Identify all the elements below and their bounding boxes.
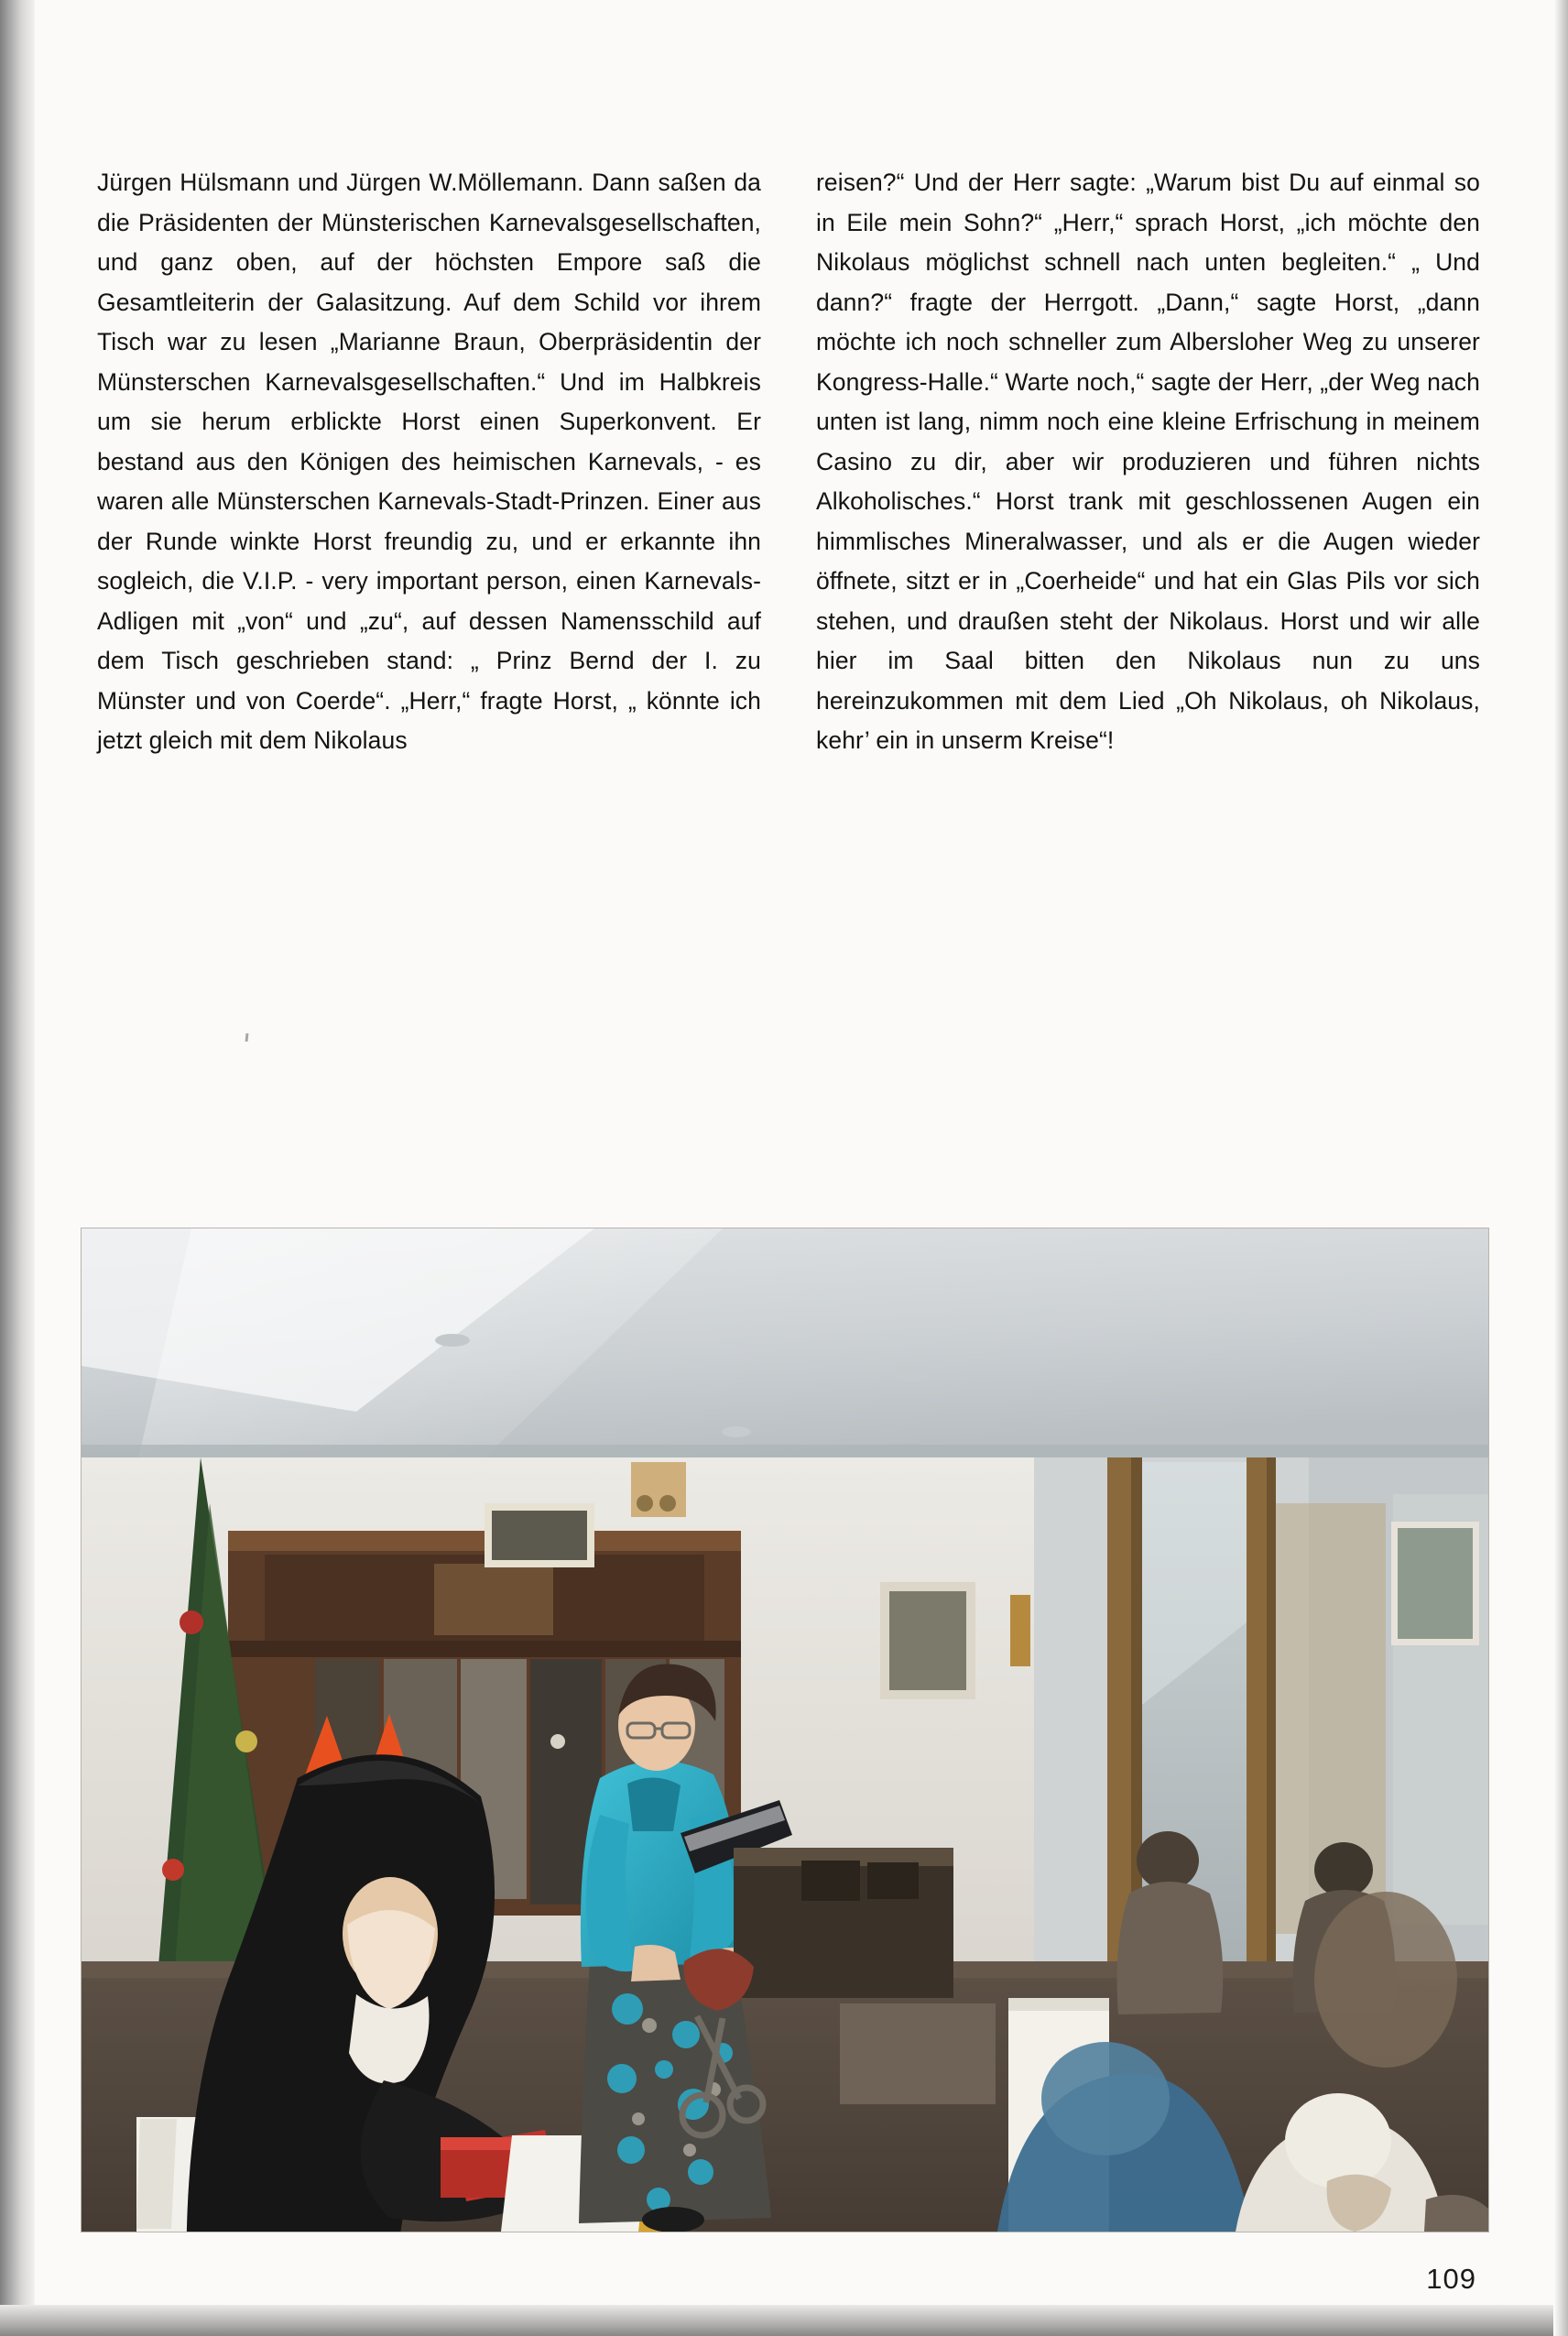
body-paragraph-right: reisen?“ Und der Herr sagte: „Warum bist Du auf einmal so in Eile mein Sohn?“ „Herr,“ sprach Horst, „ich möchte den Nikolaus möglichst schnell nach unten begleiten.“ „ Und dann?“ fragte der Herrgott. „Dann,“ sagte Horst, „dann möchte ich noch schneller zum Albersloher Weg zu unserer Kongress-Halle.“ Warte noch,“ sagte der Herr, „der Weg nach unten ist lang, nimm noch eine kleine Erfrischung in meinem Casino zu dir, aber wir produzieren und führen nichts Alkoholisches.“ Horst trank mit geschlossenen Augen ein himmlisches Mineralwasser, und als er die Augen wieder öffnete, sitzt er in „Coerheide“ und hat ein Glas Pils vor sich stehen, und draußen steht der Nikolaus. Horst und wir alle hier im Saal bitten den Nikolaus nun zu uns hereinzukommen mit dem Lied „Oh Nikolaus, oh Nikolaus, kehr’ ein in unserm Kreise“! [816, 169, 1480, 754]
photograph [81, 1228, 1489, 2232]
text-columns [97, 163, 1480, 761]
column-right [816, 163, 1480, 761]
body-paragraph-left: Jürgen Hülsmann und Jürgen W.Möllemann. Dann saßen da die Präsidenten der Münsterischen Karnevalsgesellschaften, und ganz oben, auf der höchsten Empore saß die Gesamtleiterin der Galasitzung. Auf dem Schild vor ihrem Tisch war zu lesen „Marianne Braun, Oberpräsidentin der Münsterschen Karnevalsgesellschaften.“ Und im Halbkreis um sie herum erblickte Horst einen Superkonvent. Er bestand aus den Königen des heimischen Karnevals, - es waren alle Münsterschen Karnevals-Stadt-Prinzen. Einer aus der Runde winkte Horst freundig zu, und er erkannte ihn sogleich, die V.I.P. - very important person, einen Karnevals-Adligen mit „von“ und „zu“, auf dessen Namensschild auf dem Tisch geschrieben stand: „ Prinz Bernd der I. zu Münster und von Coerde“. „Herr,“ fragte Horst, „ könnte ich jetzt gleich mit dem Nikolaus [97, 169, 761, 754]
page-number: 109 [1426, 2263, 1476, 2295]
page-speck [245, 1033, 249, 1042]
photograph-image [82, 1228, 1488, 2232]
column-left [97, 163, 761, 761]
